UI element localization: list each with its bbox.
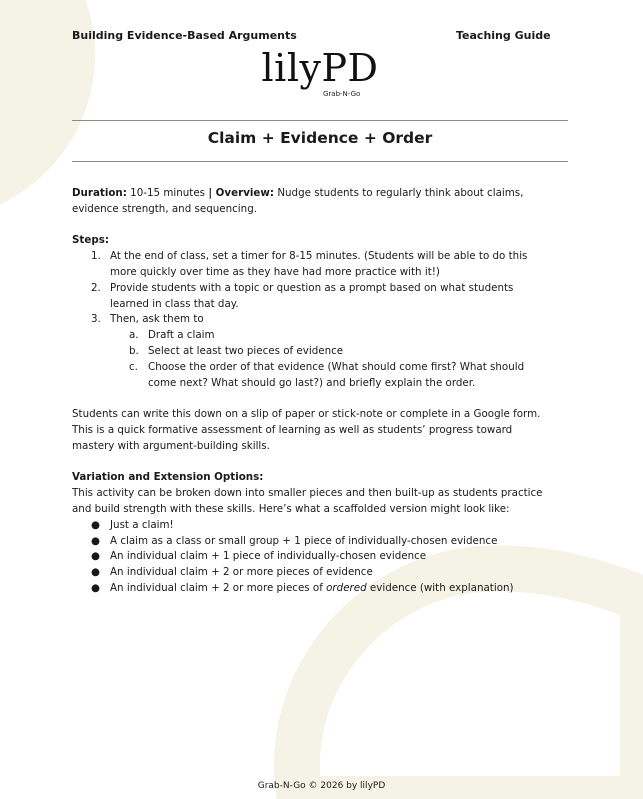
step-item	[72, 281, 550, 313]
step-3-sublist	[72, 328, 550, 391]
sub-step-item	[72, 328, 550, 344]
step-item	[72, 249, 550, 281]
logo-wordmark: lilyPD	[261, 46, 379, 90]
step-number: 1.	[91, 250, 101, 263]
title-rule-top	[72, 120, 568, 121]
bullet-icon: ●	[91, 566, 100, 579]
duration-label: Duration:	[72, 187, 127, 199]
step-number: 3.	[91, 313, 101, 326]
variation-bullet-list	[72, 518, 550, 597]
sub-step-letter: b.	[129, 344, 139, 357]
spacer	[72, 218, 550, 234]
bullet-text-after: evidence (with explanation)	[366, 581, 514, 594]
bullet-icon: ●	[91, 581, 100, 594]
step-item	[72, 312, 550, 328]
sub-step-text: Select at least two pieces of evidence	[148, 344, 344, 357]
sub-step-letter: a.	[129, 329, 139, 342]
variation-bullet	[72, 581, 550, 597]
header-document-type: Teaching Guide	[456, 29, 551, 42]
bullet-text-before: An individual claim + 2 or more pieces of	[110, 581, 327, 594]
lilypd-logo	[250, 46, 390, 98]
header-guide-title: Building Evidence-Based Arguments	[72, 29, 297, 42]
variation-bullet	[72, 518, 550, 534]
assessment-paragraph: Students can write this down on a slip of paper or stick-note or complete in a Google form. This is a quick formative assessment of learning as well as students’ progress toward mastery with argument-building skills.	[72, 408, 541, 452]
bullet-icon: ●	[91, 518, 100, 531]
duration-value: 10-15 minutes	[126, 187, 209, 199]
bullet-text-emphasis: ordered	[326, 581, 367, 594]
page-title: Claim + Evidence + Order	[207, 129, 433, 147]
step-text: At the end of class, set a timer for 8-15 minutes. (Students will be able to do this more quickly over time as they have had more practice with it!)	[110, 250, 528, 278]
step-number: 2.	[91, 281, 101, 294]
bullet-text: Just a claim!	[110, 518, 174, 531]
variation-bullet	[72, 549, 550, 565]
sub-step-text: Draft a claim	[148, 329, 215, 342]
spacer	[72, 455, 550, 471]
footer-copyright: Grab-N-Go © 2026 by lilyPD	[257, 781, 386, 791]
bullet-icon: ●	[91, 534, 100, 547]
steps-list	[72, 249, 550, 328]
intro-paragraph	[72, 186, 550, 218]
main-content	[72, 186, 550, 597]
logo-tagline: Grab-N-Go	[323, 90, 361, 98]
bullet-text: An individual claim + 2 or more pieces of evidence	[110, 566, 373, 579]
bullet-icon: ●	[91, 550, 100, 563]
overview-label: Overview:	[212, 187, 275, 199]
overview-text: Nudge students to regularly think about claims, evidence strength, and sequencing.	[72, 187, 524, 215]
step-text: Provide students with a topic or question as a prompt based on what students learned in class that day.	[110, 281, 514, 310]
bullet-text: A claim as a class or small group + 1 piece of individually-chosen evidence	[110, 534, 498, 547]
title-rule-bottom	[72, 161, 568, 162]
variation-intro: This activity can be broken down into smaller pieces and then built-up as students practice and build strength with these skills. Here’s what a scaffolded version might look like:	[72, 487, 543, 515]
sub-step-text: Choose the order of that evidence (What should come first? What should come next? What should go last?) and briefly explain the order.	[148, 360, 525, 389]
separator: |	[208, 187, 213, 199]
steps-heading: Steps:	[72, 234, 109, 247]
variation-bullet	[72, 534, 550, 550]
spacer	[72, 391, 550, 407]
sub-step-item	[72, 344, 550, 360]
sub-step-letter: c.	[129, 360, 138, 373]
variation-heading: Variation and Extension Options:	[72, 471, 264, 484]
variation-bullet	[72, 565, 550, 581]
sub-step-item	[72, 360, 550, 392]
step-text: Then, ask them to	[110, 313, 204, 326]
bullet-text: An individual claim + 1 piece of individually-chosen evidence	[110, 550, 427, 563]
